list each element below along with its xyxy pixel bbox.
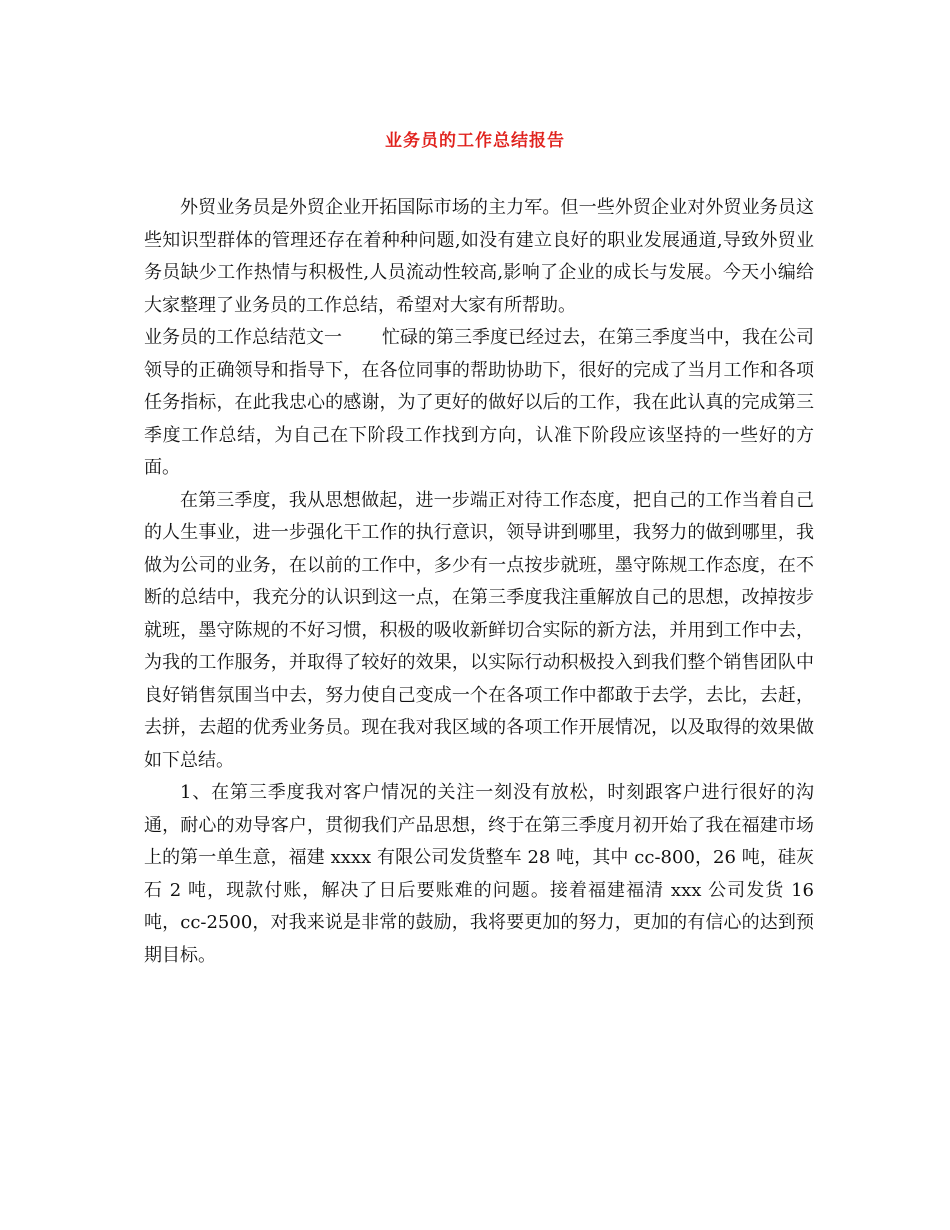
section-heading: 业务员的工作总结范文一 [144,327,342,348]
numbered-paragraph: 1、在第三季度我对客户情况的关注一刻没有放松，时刻跟客户进行很好的沟通，耐心的劝导客户，贯彻我们产品思想，终于在第三季度月初开始了我在福建市场上的第一单生意，福建 xxxx 有限公司发货整车 28 吨，其中 cc-800，26 吨，硅灰石 2 吨，现款付账，解决了日后要账难的问题。接着福建福清 xxx 公司发货 16 吨，cc-2500，对我来说是非常的鼓励，我将要更加的努力，更加的有信心的达到预期目标。 [144,782,814,966]
document-body [144,192,814,972]
body-paragraph: 在第三季度，我从思想做起，进一步端正对待工作态度，把自己的工作当着自己的人生事业，进一步强化干工作的执行意识，领导讲到哪里，我努力的做到哪里，我做为公司的业务，在以前的工作中，多少有一点按步就班，墨守陈规工作态度，在不断的总结中，我充分的认识到这一点，在第三季度我注重解放自己的思想，改掉按步就班，墨守陈规的不好习惯，积极的吸收新鲜切合实际的新方法，并用到工作中去，为我的工作服务，并取得了较好的效果，以实际行动积极投入到我们整个销售团队中良好销售氛围当中去，努力使自己变成一个在各项工作中都敢于去学，去比，去赶，去拼，去超的优秀业务员。现在我对我区域的各项工作开展情况，以及取得的效果做如下总结。 [144,489,814,771]
section-paragraph-text: 忙碌的第三季度已经过去，在第三季度当中，我在公司领导的正确领导和指导下，在各位同事的帮助协助下，很好的完成了当月工作和各项任务指标，在此我忠心的感谢，为了更好的做好以后的工作，我在此认真的完成第三季度工作总结，为自己在下阶段工作找到方向，认准下阶段应该坚持的一些好的方面。 [144,327,814,478]
document-title: 业务员的工作总结报告 [385,131,565,151]
intro-paragraph: 外贸业务员是外贸企业开拓国际市场的主力军。但一些外贸企业对外贸业务员这些知识型群体的管理还存在着种种问题,如没有建立良好的职业发展通道,导致外贸业务员缺少工作热情与积极性,人员流动性较高,影响了企业的成长与发展。今天小编给大家整理了业务员的工作总结，希望对大家有所帮助。 [144,197,814,316]
section-paragraph [144,322,814,485]
